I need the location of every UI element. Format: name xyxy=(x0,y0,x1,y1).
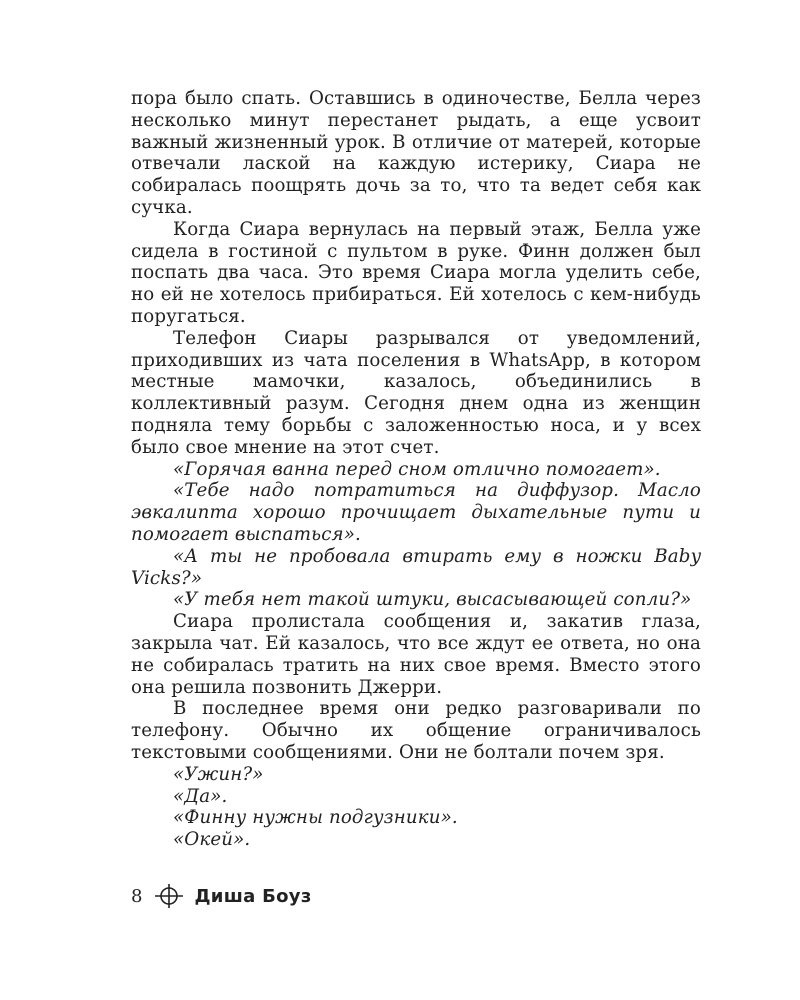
page-footer xyxy=(131,883,312,909)
chat-message-quote: «Горячая ванна перед сном отлично помогает». xyxy=(173,458,661,480)
chat-message-quote: «Да». xyxy=(173,785,228,807)
chat-message-quote: «Ужин?» xyxy=(173,763,264,785)
crosshair-icon xyxy=(154,883,184,909)
page-body-text xyxy=(131,88,701,851)
page-number: 8 xyxy=(131,885,143,907)
paragraph: пора было спать. Оставшись в одиночестве, Белла через несколько минут перестанет рыдать, а еще усвоит важный жизненный урок. В отличие от матерей, которые отвечали лаской на каждую истерику, Сиара не собиралась поощрять дочь за то, что та ведет себя как сучка. xyxy=(131,88,701,218)
chat-message-quote: «Тебе надо потратиться на диффузор. Масло эвкалипта хорошо прочищает дыхательные пути и помогает выспаться». xyxy=(131,480,701,545)
paragraph: Телефон Сиары разрывался от уведомлений, приходивших из чата поселения в WhatsApp, в котором местные мамочки, казалось, объединились в коллективный разум. Сегодня днем одна из женщин подняла тему борьбы с заложенностью носа, и у всех было свое мнение на этот счет. xyxy=(131,327,701,458)
chat-message-quote: «Окей». xyxy=(173,829,251,851)
paragraph: Сиара пролистала сообщения и, закатив глаза, закрыла чат. Ей казалось, что все ждут ее ответа, но она не собиралась тратить на них свое время. Вместо этого она решила позвонить Джерри. xyxy=(131,611,701,698)
author-name: Диша Боуз xyxy=(194,885,312,907)
chat-message-quote: «Финну нужны подгузники». xyxy=(173,807,458,829)
paragraph: Когда Сиара вернулась на первый этаж, Белла уже сидела в гостиной с пультом в руке. Финн должен был поспать два часа. Это время Сиара могла уделить себе, но ей не хотелось прибираться. Ей хотелось с кем-нибудь поругаться. xyxy=(131,218,701,327)
chat-message-quote: «А ты не пробовала втирать ему в ножки Baby Vicks?» xyxy=(131,545,701,589)
paragraph: В последнее время они редко разговаривали по телефону. Обычно их общение ограничивалось текстовыми сообщениями. Они не болтали почем зря. xyxy=(131,698,701,763)
chat-message-quote: «У тебя нет такой штуки, высасывающей сопли?» xyxy=(173,589,692,611)
